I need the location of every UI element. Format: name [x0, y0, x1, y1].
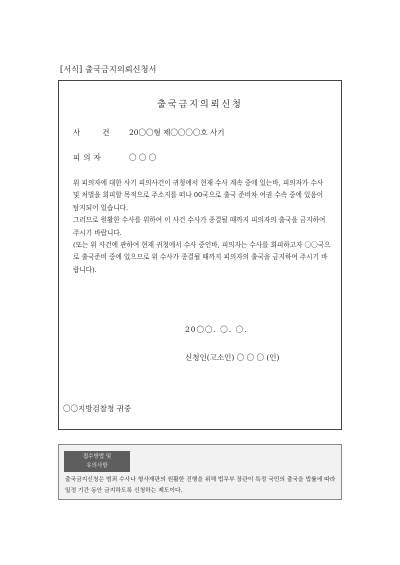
request-body: 위 피의자에 대한 사기 피의사건이 귀청에서 현재 수사 계속 중에 있는바, 피의자가 수사 및 처벌을 회피할 목적으로 주소지를 떠나 00국으로 출국 준비차 여권 수속 중에 있음이 탐지되어 있습니다. 그러므로 원활한 수사를 위하여 이 사건 수사가 종결될 때까지 피의자의 출국을 금지하여 주시기 바랍니다. (또는 위 사건에 관하여 현재 귀청에서 수사 중인바, 피의자는 수사를 회피하고자 〇〇국으로 출국준비 중에 있으므로 위 수사가 종결될 때까지 피의자의 출국을 금지하여 주시기 바랍니다).: [73, 179, 331, 274]
case-label: 사건: [73, 128, 132, 137]
applicant-signature: 신청인(고소인) 〇 〇 〇 (인): [185, 353, 280, 362]
notes-box: [58, 444, 342, 500]
case-field: [73, 127, 225, 138]
recipient: 〇〇지방검찰청 귀중: [63, 404, 132, 413]
notes-text: 출국금지신청은 범죄 수사나 형사재판의 원활한 진행을 위해 법무부 장관이 특정 국민의 출국을 법률에 따라 일정 기간 동안 금지하도록 신청하는 제도이다.: [65, 477, 336, 494]
notes-tag: 접수방법 및 유의사항: [64, 451, 130, 472]
respondent-field: [73, 152, 156, 163]
respondent-label: 피의자: [73, 153, 104, 162]
case-value: 20〇〇형 제〇〇〇〇호 사기: [129, 128, 225, 137]
respondent-value: 〇 〇 〇: [129, 153, 157, 162]
document-title: 출국금지의뢰신청: [157, 100, 243, 110]
application-form: [58, 80, 342, 430]
form-label: [서식] 출국금지의뢰신청서: [60, 65, 157, 74]
application-date: 20〇〇. 〇. 〇.: [185, 325, 248, 334]
